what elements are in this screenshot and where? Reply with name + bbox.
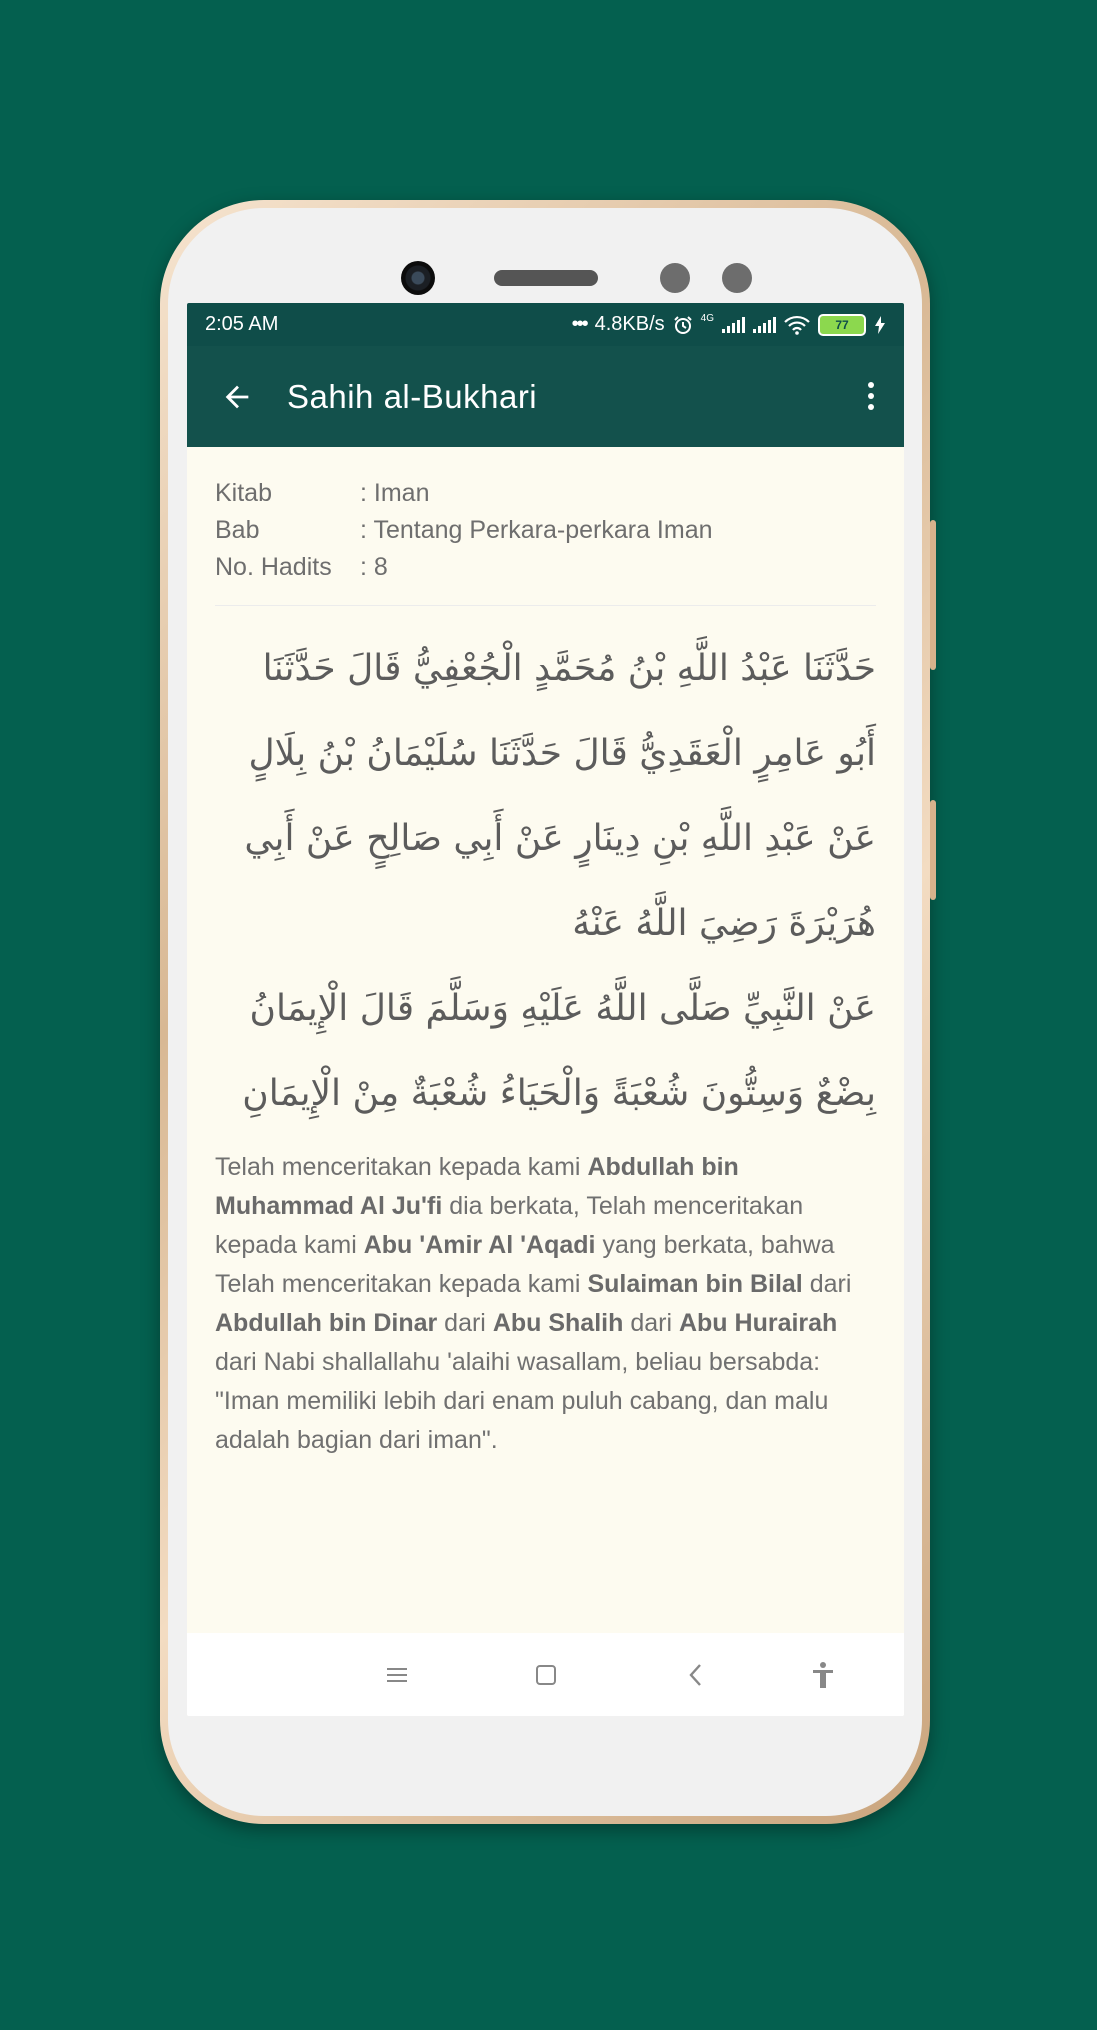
dots-icon: ••• <box>571 313 587 335</box>
translation-part: dari <box>437 1309 493 1337</box>
meta-bab <box>215 512 876 549</box>
status-indicators <box>572 313 886 336</box>
kitab-value: : Iman <box>360 479 430 507</box>
status-bar <box>187 303 904 346</box>
square-icon <box>535 1664 557 1686</box>
light-sensor <box>722 263 752 293</box>
translation-part: Telah menceritakan kepada kami <box>215 1153 588 1181</box>
back-nav-button[interactable] <box>674 1653 718 1697</box>
recents-button[interactable] <box>375 1653 419 1697</box>
earpiece-speaker <box>494 270 598 286</box>
screen <box>187 303 904 1716</box>
arabic-text <box>215 626 876 1136</box>
narrator-name: Abdullah bin Muhammad Al Ju'fi <box>215 1153 739 1220</box>
app-bar <box>187 346 904 447</box>
narrator-name: Abdullah bin Dinar <box>215 1309 438 1337</box>
wifi-icon <box>784 315 810 335</box>
charging-icon <box>874 316 886 334</box>
hadith-number-value: : 8 <box>360 553 388 581</box>
status-time: 2:05 AM <box>205 313 279 335</box>
page-title: Sahih al-Bukhari <box>287 377 538 415</box>
translation-part: dari <box>802 1270 852 1298</box>
meta-number <box>215 549 876 586</box>
translation-text <box>215 1148 876 1460</box>
system-nav-bar <box>187 1633 904 1716</box>
arabic-matan: عَنْ النَّبِيِّ صَلَّى اللَّهُ عَلَيْهِ وَسَلَّمَ قَالَ الْإِيمَانُ بِضْعٌ وَسِتُّونَ شُعْبَةً وَالْحَيَاءُ شُعْبَةٌ مِنْ الْإِيمَانِ <box>242 988 876 1114</box>
more-vert-icon <box>868 382 874 388</box>
hadith-meta <box>215 475 876 586</box>
kitab-label: Kitab <box>215 479 272 507</box>
hadith-number-label: No. Hadits <box>215 553 332 581</box>
translation-part: dari Nabi shallallahu 'alaihi wasallam, beliau bersabda: "Iman memiliki lebih dari enam puluh cabang, dan malu adalah bagian dari iman". <box>215 1348 829 1454</box>
bab-label: Bab <box>215 516 260 544</box>
narrator-name: Abu 'Amir Al 'Aqadi <box>363 1231 596 1259</box>
back-button[interactable] <box>187 346 287 447</box>
accessibility-button[interactable] <box>801 1653 845 1697</box>
narrator-name: Sulaiman bin Bilal <box>587 1270 803 1298</box>
translation-part: dari <box>623 1309 679 1337</box>
front-camera <box>401 261 435 295</box>
network-type: 4G <box>700 313 714 324</box>
divider <box>215 605 876 606</box>
arrow-back-icon <box>220 380 254 414</box>
volume-button <box>930 520 936 670</box>
translation-part: dia berkata, Telah menceritakan kepada kami <box>215 1192 804 1259</box>
chevron-left-icon <box>688 1663 704 1687</box>
home-button[interactable] <box>524 1653 568 1697</box>
menu-icon <box>385 1665 409 1685</box>
narrator-name: Abu Shalih <box>492 1309 624 1337</box>
accessibility-icon <box>810 1661 836 1689</box>
more-options-button[interactable] <box>858 376 884 416</box>
battery-icon: 77 <box>818 314 866 336</box>
network-speed: 4.8KB/s <box>594 313 665 335</box>
power-button <box>930 800 936 900</box>
alarm-icon <box>673 315 693 335</box>
translation-part: yang berkata, bahwa Telah menceritakan kepada kami <box>215 1231 835 1298</box>
narrator-name: Abu Hurairah <box>678 1309 838 1337</box>
signal-icon-2 <box>753 317 776 333</box>
signal-icon <box>722 317 745 333</box>
arabic-sanad: حَدَّثَنَا عَبْدُ اللَّهِ بْنُ مُحَمَّدٍ الْجُعْفِيُّ قَالَ حَدَّثَنَا أَبُو عَامِرٍ الْعَقَدِيُّ قَالَ حَدَّثَنَا سُلَيْمَانُ بْنُ بِلَالٍ عَنْ عَبْدِ اللَّهِ بْنِ دِينَارٍ عَنْ أَبِي صَالِحٍ عَنْ أَبِي هُرَيْرَةَ رَضِيَ اللَّهُ عَنْهُ <box>244 648 876 944</box>
hadith-content <box>187 447 904 1460</box>
bab-value: : Tentang Perkara-perkara Iman <box>360 516 713 544</box>
meta-kitab <box>215 475 876 512</box>
proximity-sensor <box>660 263 690 293</box>
